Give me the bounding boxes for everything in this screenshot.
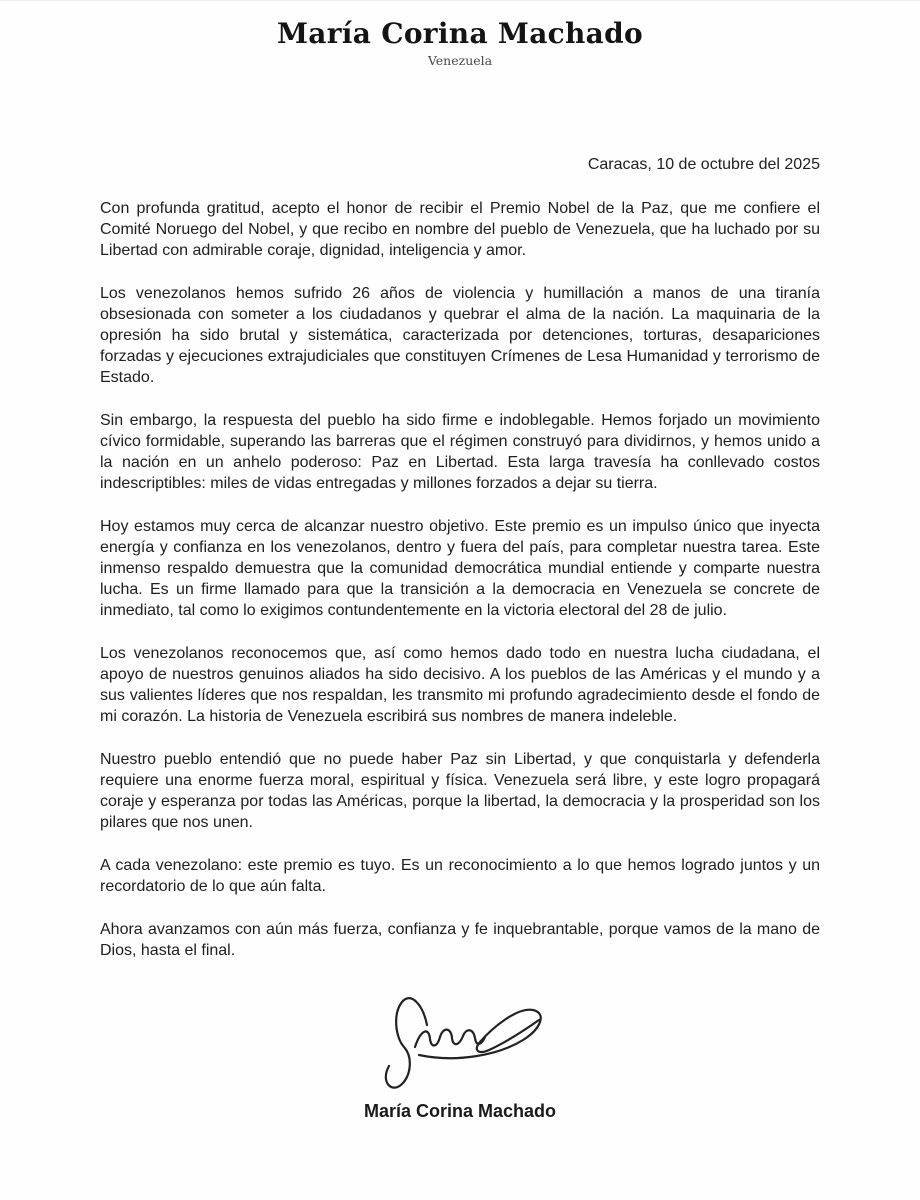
letterhead-name: María Corina Machado bbox=[277, 17, 643, 50]
dateline: Caracas, 10 de octubre del 2025 bbox=[587, 155, 820, 173]
letter-paragraph: Con profunda gratitud, acepto el honor de recibir el Premio Nobel de la Paz, que me confiere el Comité Noruego del Nobel, y que recibo en nombre del pueblo de Venezuela, que ha luchado por su Libertad con admirable coraje, dignidad, inteligencia y amor. bbox=[100, 199, 820, 259]
letterhead-subtitle: Venezuela bbox=[427, 52, 493, 68]
signatory-name: María Corina Machado bbox=[363, 1100, 557, 1121]
letter-paragraph: Ahora avanzamos con aún más fuerza, confianza y fe inquebrantable, porque vamos de la mano de Dios, hasta el final. bbox=[100, 920, 820, 959]
letter-paragraph: Sin embargo, la respuesta del pueblo ha sido firme e indoblegable. Hemos forjado un movimiento cívico formidable, superando las barreras que el régimen construyó para dividirnos, y hemos unido a la nación en un anhelo poderoso: Paz en Libertad. Esta larga travesía ha conllevado costos indescriptibles: miles de vidas entregadas y millones forzados a dejar su tierra. bbox=[100, 411, 820, 492]
letter-paragraph: A cada venezolano: este premio es tuyo. Es un reconocimiento a lo que hemos logrado juntos y un recordatorio de lo que aún falta. bbox=[100, 856, 820, 895]
letter-paragraph: Los venezolanos hemos sufrido 26 años de violencia y humillación a manos de una tiranía obsesionada con someter a los ciudadanos y quebrar el alma de la nación. La maquinaria de la opresión ha sido brutal y sistemática, caracterizada por detenciones, torturas, desapariciones forzadas y ejecuciones extrajudiciales que constituyen Crímenes de Lesa Humanidad y terrorismo de Estado. bbox=[100, 284, 820, 386]
letterhead bbox=[100, 19, 820, 68]
letter-paragraph: Hoy estamos muy cerca de alcanzar nuestro objetivo. Este premio es un impulso único que inyecta energía y confianza en los venezolanos, dentro y fuera del país, para completar nuestra tarea. Este inmenso respaldo demuestra que la comunidad democrática mundial entiende y comparte nuestra lucha. Es un firme llamado para que la transición a la democracia en Venezuela se concrete de inmediato, tal como lo exigimos contundentemente en la victoria electoral del 28 de julio. bbox=[100, 517, 820, 619]
signature-scrawl-icon bbox=[365, 983, 555, 1095]
letter-paragraph: Nuestro pueblo entendió que no puede haber Paz sin Libertad, y que conquistarla y defenderla requiere una enorme fuerza moral, espiritual y física. Venezuela será libre, y este logro propagará coraje y esperanza por todas las Américas, porque la libertad, la democracia y la prosperidad son los pilares que nos unen. bbox=[100, 750, 820, 831]
letter-body bbox=[100, 198, 820, 961]
letter-paragraph: Los venezolanos reconocemos que, así como hemos dado todo en nuestra lucha ciudadana, el apoyo de nuestros genuinos aliados ha sido decisivo. A los pueblos de las Américas y el mundo y a sus valientes líderes que nos respaldan, les transmito mi profundo agradecimiento desde el fondo de mi corazón. La historia de Venezuela escribirá sus nombres de manera indeleble. bbox=[100, 644, 820, 725]
signature-block bbox=[100, 983, 820, 1122]
